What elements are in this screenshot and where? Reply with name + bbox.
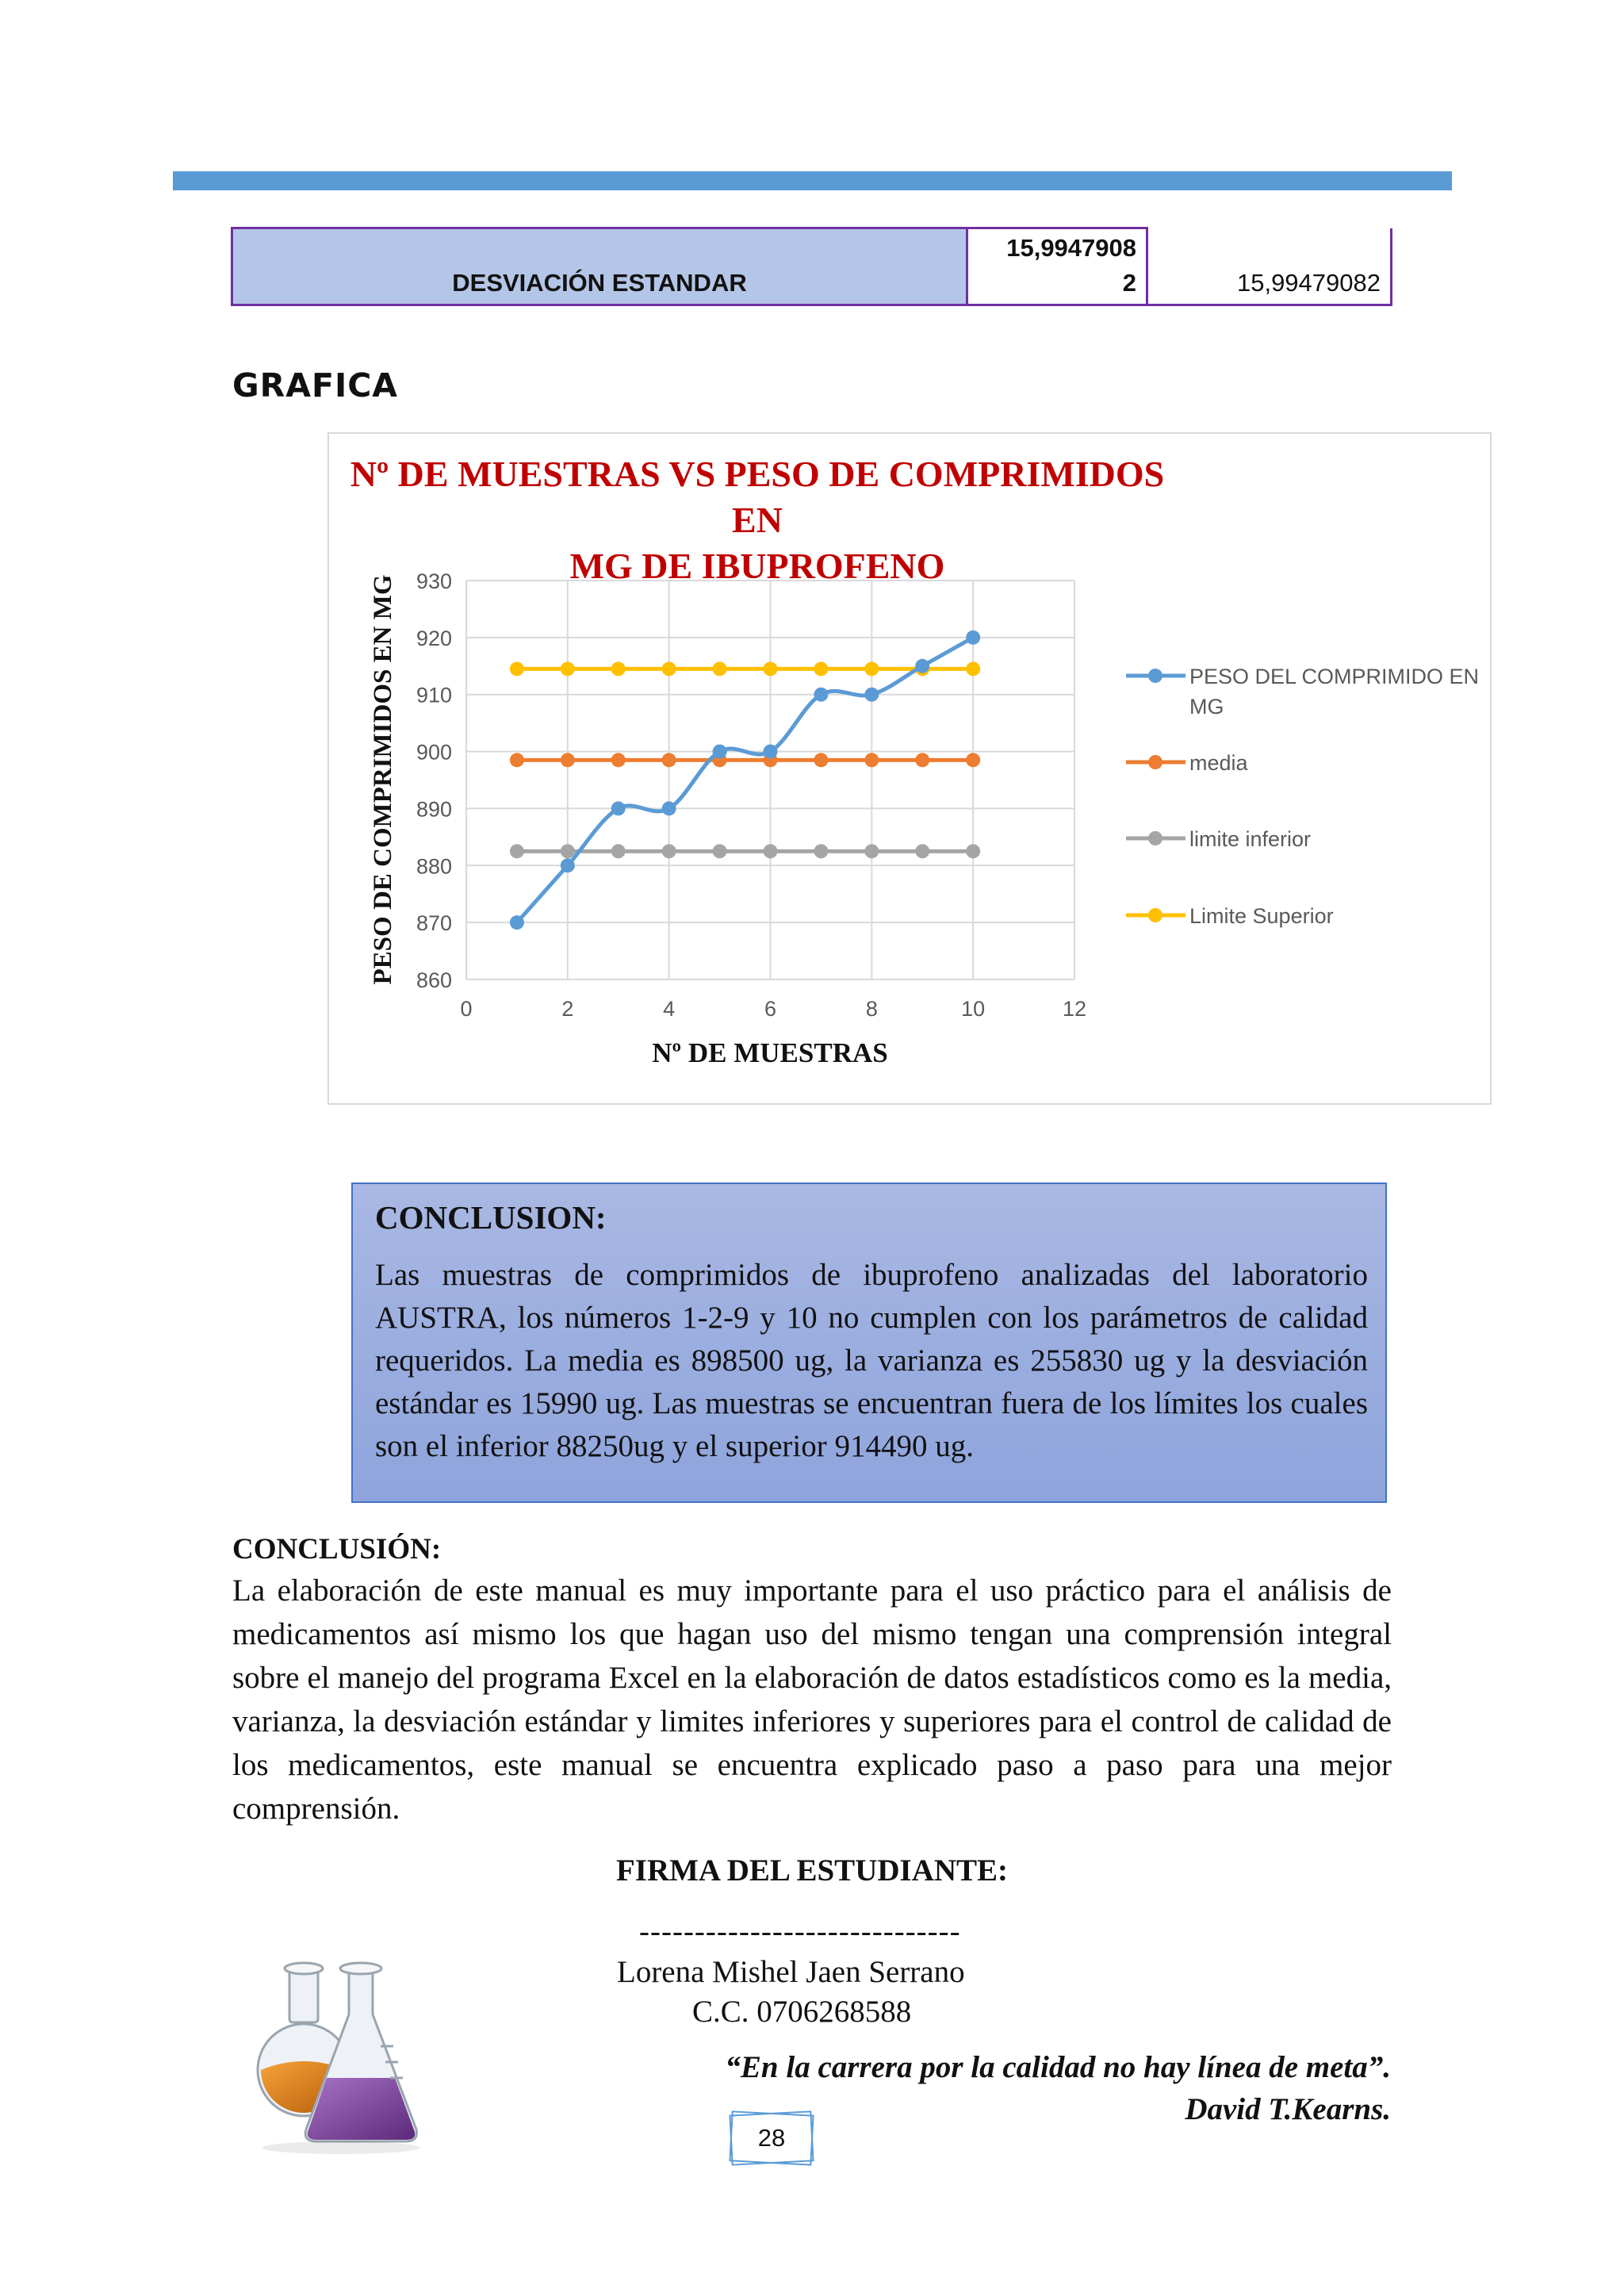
- value1-line2: 2: [1122, 269, 1136, 297]
- data-point-peso-del-comprimido-en-mg: [966, 631, 980, 645]
- data-point-limite-superior: [662, 661, 676, 676]
- legend-marker: [1148, 755, 1162, 769]
- x-tick-label: 6: [764, 997, 777, 1021]
- data-point-peso-del-comprimido-en-mg: [814, 688, 828, 702]
- y-tick-label: 890: [416, 797, 452, 822]
- legend-label: media: [1189, 751, 1248, 775]
- table-label-cell: DESVIACIÓN ESTANDAR: [232, 228, 967, 305]
- signature-heading: FIRMA DEL ESTUDIANTE:: [615, 1853, 1009, 1888]
- data-point-limite-inferior: [611, 844, 626, 858]
- y-tick-label: 900: [416, 740, 452, 765]
- data-point-peso-del-comprimido-en-mg: [561, 858, 575, 872]
- signature-line: -----------------------------: [639, 1915, 961, 1949]
- data-point-limite-superior: [864, 661, 879, 676]
- section-title: GRAFICA: [232, 366, 399, 404]
- data-point-media: [966, 753, 980, 767]
- data-point-limite-superior: [764, 661, 778, 676]
- data-point-peso-del-comprimido-en-mg: [662, 801, 676, 815]
- conclusion-box-text: Las muestras de comprimidos de ibuprofeno analizadas del laboratorio AUSTRA, los números 1-2-9 y 10 no cumplen con los parámetros de calidad requeridos. La media es 898500 ug, la varianza es 255830 ug y la desviación estándar es 15990 ug. Las muestras se encuentran fuera de los límites los cuales son el inferior 88250ug y el superior 914490 ug.: [375, 1258, 1368, 1463]
- conclusion-box: [351, 1182, 1387, 1503]
- y-tick-label: 860: [416, 968, 452, 992]
- legend-label: Limite Superior: [1189, 904, 1334, 928]
- data-point-peso-del-comprimido-en-mg: [764, 745, 778, 759]
- data-point-limite-inferior: [764, 844, 778, 858]
- data-point-peso-del-comprimido-en-mg: [510, 915, 524, 930]
- page-number: [730, 2113, 813, 2164]
- x-tick-label: 0: [460, 997, 473, 1021]
- y-axis-label: PESO DE COMPRIMIDOS EN MG: [369, 574, 397, 985]
- x-tick-label: 12: [1062, 997, 1087, 1021]
- data-point-limite-superior: [611, 661, 626, 676]
- data-point-limite-inferior: [814, 844, 828, 858]
- line-chart: [329, 434, 1490, 1103]
- legend-label: PESO DEL COMPRIMIDO EN: [1189, 665, 1480, 688]
- header-accent-bar: [173, 171, 1452, 190]
- quote-text: “En la carrera por la calidad no hay línea de meta”.: [725, 2050, 1391, 2084]
- student-id: C.C. 0706268588: [692, 1995, 912, 2029]
- quote-author: David T.Kearns.: [1185, 2092, 1391, 2126]
- data-point-limite-inferior: [713, 844, 727, 858]
- data-point-media: [915, 753, 929, 767]
- legend-label: MG: [1189, 695, 1224, 719]
- data-point-peso-del-comprimido-en-mg: [611, 801, 626, 815]
- data-point-media: [864, 753, 879, 767]
- data-point-media: [662, 753, 676, 767]
- data-point-limite-inferior: [966, 844, 980, 858]
- x-axis-label: Nº DE MUESTRAS: [652, 1037, 888, 1068]
- page-number-text: 28: [757, 2124, 786, 2152]
- x-tick-label: 8: [865, 997, 878, 1021]
- data-point-limite-superior: [561, 661, 575, 676]
- student-name: Lorena Mishel Jaen Serrano: [617, 1955, 965, 1989]
- table-row: [232, 228, 1392, 305]
- data-point-media: [510, 753, 524, 767]
- chart-container: [327, 432, 1492, 1105]
- data-point-limite-inferior: [662, 844, 676, 858]
- flasks-icon: [254, 1951, 428, 2157]
- legend-label: limite inferior: [1189, 827, 1312, 851]
- conclusion-heading: CONCLUSIÓN:: [232, 1533, 442, 1566]
- value1-line1: 15,9947908: [1006, 234, 1136, 262]
- conclusion-box-heading: CONCLUSION:: [375, 1199, 607, 1236]
- chart-title-line1: Nº DE MUESTRAS VS PESO DE COMPRIMIDOS EN: [350, 454, 1165, 540]
- data-point-limite-superior: [814, 661, 828, 676]
- data-point-peso-del-comprimido-en-mg: [713, 745, 727, 759]
- y-tick-label: 920: [416, 626, 452, 650]
- data-point-limite-superior: [510, 661, 524, 676]
- legend-marker: [1148, 908, 1162, 922]
- data-point-limite-inferior: [561, 844, 575, 858]
- conclusion-text: La elaboración de este manual es muy importante para el uso práctico para el análisis de medicamentos así mismo los que hagan uso del mismo tengan una comprensión integral sobre el manejo del programa Excel en la elaboración de datos estadísticos como es la media, varianza, la desviación estándar y limites inferiores y superiores para el control de calidad de los medicamentos, este manual se encuentra explicado paso a paso para una mejor comprensión.: [232, 1573, 1392, 1826]
- quote: [725, 2046, 1391, 2130]
- series-line-peso-del-comprimido-en-mg: [517, 638, 973, 922]
- legend-marker: [1148, 669, 1162, 683]
- data-point-peso-del-comprimido-en-mg: [915, 659, 929, 673]
- y-tick-label: 870: [416, 911, 452, 936]
- y-tick-label: 910: [416, 683, 452, 707]
- table-value-cell-1: [967, 228, 1147, 305]
- data-point-limite-inferior: [510, 844, 524, 858]
- data-point-limite-superior: [966, 661, 980, 676]
- x-tick-label: 10: [961, 997, 986, 1021]
- data-point-limite-inferior: [915, 844, 929, 858]
- chart-title-line2: MG DE IBUPROFENO: [569, 546, 945, 586]
- table-value-cell-2: 15,99479082: [1147, 228, 1392, 305]
- data-point-peso-del-comprimido-en-mg: [864, 688, 879, 702]
- data-point-media: [611, 753, 626, 767]
- data-point-limite-superior: [713, 661, 727, 676]
- data-point-media: [561, 753, 575, 767]
- x-tick-label: 2: [561, 997, 574, 1021]
- std-dev-table: [231, 227, 1392, 306]
- y-tick-label: 930: [416, 569, 452, 593]
- x-tick-label: 4: [663, 997, 676, 1021]
- legend-marker: [1148, 831, 1162, 845]
- data-point-limite-inferior: [864, 844, 879, 858]
- y-tick-label: 880: [416, 854, 452, 879]
- data-point-media: [814, 753, 828, 767]
